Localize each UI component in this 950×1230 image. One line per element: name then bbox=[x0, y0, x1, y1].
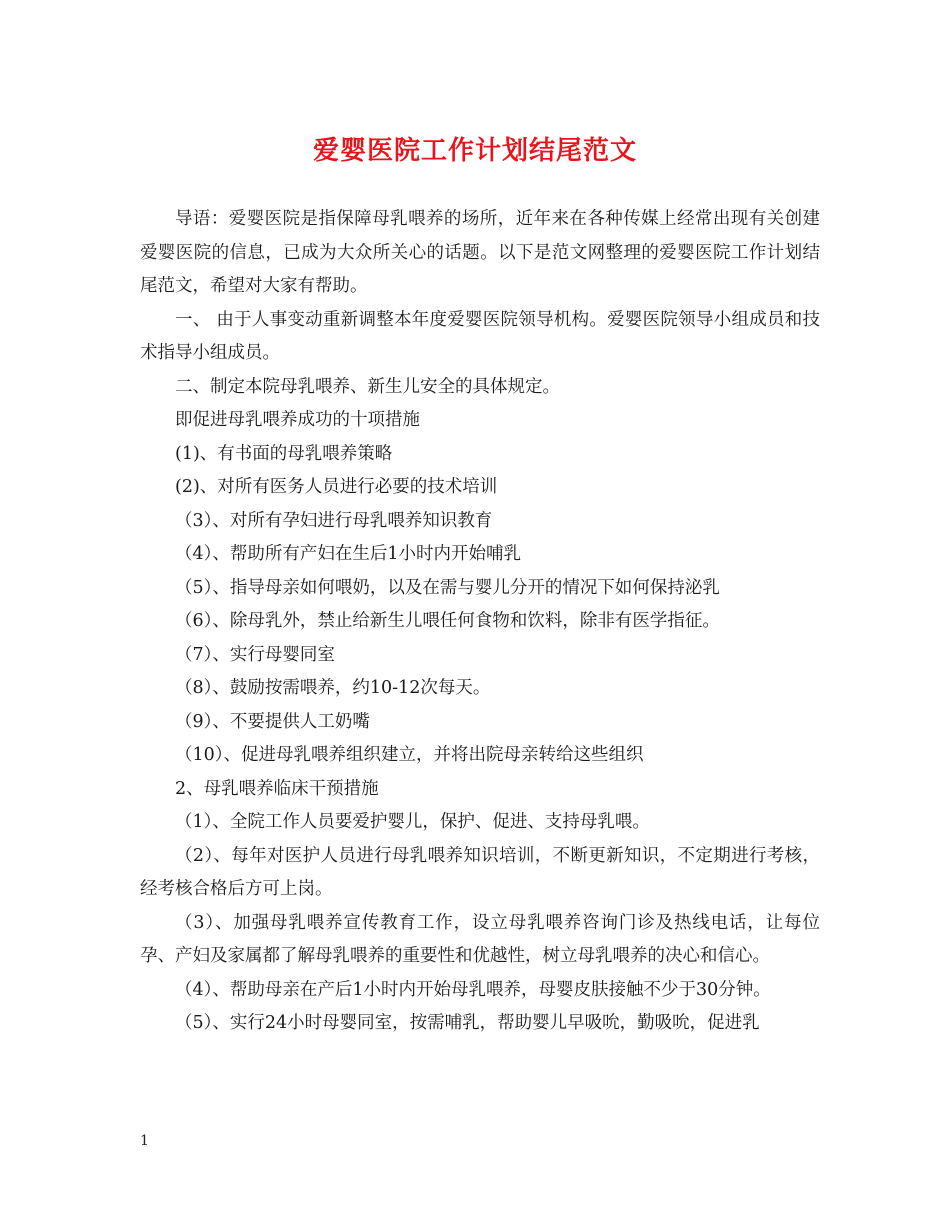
paragraph-measure-8: （8）、鼓励按需喂养，约10-12次每天。 bbox=[175, 678, 491, 698]
paragraph-measure-6: （6）、除母乳外，禁止给新生儿喂任何食物和饮料，除非有医学指征。 bbox=[175, 611, 720, 631]
paragraph-measure-5: （5）、指导母亲如何喂奶，以及在需与婴儿分开的情况下如何保持泌乳 bbox=[175, 577, 720, 598]
paragraph-clinical-5: （5）、实行24小时母婴同室，按需哺乳，帮助婴儿早吸吮，勤吸吮，促进乳 bbox=[175, 1013, 760, 1033]
page-number: 1 bbox=[140, 1133, 149, 1149]
paragraph-clinical-3: （3）、加强母乳喂养宣传教育工作，设立母乳喂养咨询门诊及热线电话，让每位孕、产妇及家属都了解母乳喂养的重要性和优越性，树立母乳喂养的决心和信心。 bbox=[140, 912, 820, 966]
paragraph-clinical-4: （4）、帮助母亲在产后1小时内开始母乳喂养，母婴皮肤接触不少于30分钟。 bbox=[175, 979, 771, 1000]
document-title: 爱婴医院工作计划结尾范文 bbox=[312, 136, 637, 166]
paragraph-intro: 导语：爱婴医院是指保障母乳喂养的场所，近年来在各种传媒上经常出现有关创建爱婴医院的信息，已成为大众所关心的话题。以下是范文网整理的爱婴医院工作计划结尾范文，希望对大家有帮助。 bbox=[140, 209, 820, 296]
paragraph-clinical-1: （1）、全院工作人员要爱护婴儿，保护、促进、支持母乳喂。 bbox=[175, 812, 650, 832]
document-body bbox=[140, 203, 820, 1041]
paragraph-measure-1: (1)、有书面的母乳喂养策略 bbox=[175, 443, 393, 464]
paragraph-measure-3: （3）、对所有孕妇进行母乳喂养知识教育 bbox=[175, 510, 493, 531]
paragraph-measure-7: （7）、实行母婴同室 bbox=[175, 644, 335, 665]
paragraph-measures-heading: 即促进母乳喂养成功的十项措施 bbox=[175, 410, 420, 430]
paragraph-section-2: 二、制定本院母乳喂养、新生儿安全的具体规定。 bbox=[175, 376, 560, 397]
paragraph-clinical-heading: 2、母乳喂养临床干预措施 bbox=[175, 778, 379, 799]
paragraph-section-1: 一、 由于人事变动重新调整本年度爱婴医院领导机构。爱婴医院领导小组成员和技术指导小组成员。 bbox=[140, 309, 820, 363]
paragraph-measure-9: （9）、不要提供人工奶嘴 bbox=[175, 711, 370, 732]
paragraph-measure-10: （10）、促进母乳喂养组织建立，并将出院母亲转给这些组织 bbox=[175, 745, 644, 765]
paragraph-measure-2: (2)、对所有医务人员进行必要的技术培训 bbox=[175, 477, 498, 497]
paragraph-measure-4: （4）、帮助所有产妇在生后1小时内开始哺乳 bbox=[175, 544, 522, 564]
paragraph-clinical-2: （2）、每年对医护人员进行母乳喂养知识培训，不断更新知识，不定期进行考核，经考核合格后方可上岗。 bbox=[140, 845, 820, 899]
